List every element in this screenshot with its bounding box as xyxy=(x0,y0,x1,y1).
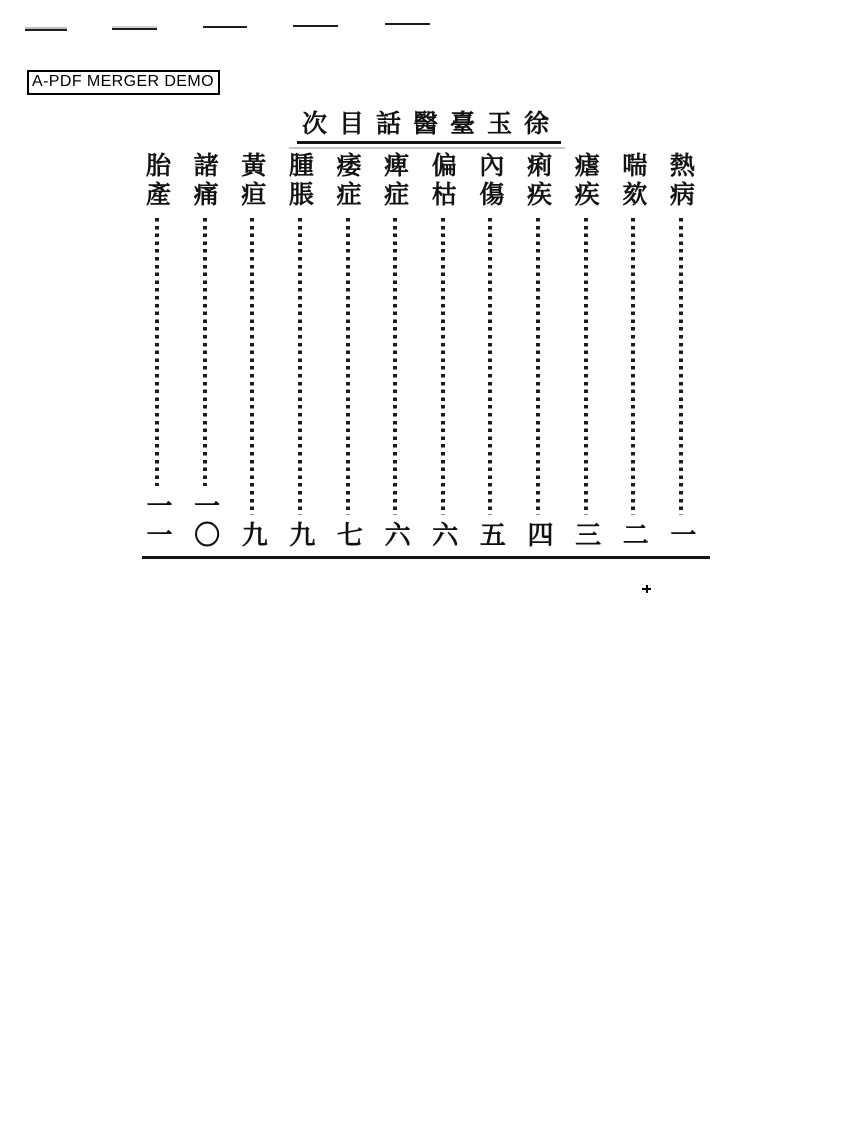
dotted-leader xyxy=(488,218,492,515)
scan-artifact-underline xyxy=(289,147,565,149)
watermark-text: A-PDF MERGER DEMO xyxy=(32,73,214,90)
scan-artifact-dash xyxy=(385,23,430,25)
toc-entry-label: 熱病 xyxy=(666,152,696,210)
scan-artifact-cross xyxy=(642,584,651,593)
toc-entry-page-number: 三 xyxy=(570,521,601,550)
watermark-badge xyxy=(27,70,220,95)
scan-artifact-dash xyxy=(293,25,338,27)
toc-entry-label: 痿症 xyxy=(333,152,362,210)
dotted-leader xyxy=(298,218,302,515)
toc-entry-page-number: 五 xyxy=(475,521,506,550)
toc-entry-page-number: 四 xyxy=(523,521,553,550)
toc-bottom-rule xyxy=(142,556,710,559)
toc-entry-label: 黃疸 xyxy=(237,152,267,210)
dotted-leader xyxy=(393,218,397,515)
page-title: 次目話醫臺玉徐 xyxy=(297,111,561,144)
toc-entry-page-number: 六 xyxy=(380,521,411,550)
toc-entry-page-number: 九 xyxy=(237,521,268,550)
dotted-leader xyxy=(441,218,445,515)
toc-entry-page-number: 九 xyxy=(284,521,315,550)
dotted-leader xyxy=(346,218,350,515)
toc-entry-page-number: 七 xyxy=(332,521,363,550)
toc-entry-label: 偏枯 xyxy=(428,152,458,210)
toc-entry-label: 喘欬 xyxy=(618,152,648,210)
dotted-leader xyxy=(250,218,254,515)
toc-entry-page-number: 六 xyxy=(427,521,458,550)
toc-entry xyxy=(658,152,704,552)
toc-entry-page-number: 一〇 xyxy=(189,492,220,550)
toc-entry-page-number: 一一 xyxy=(142,492,172,550)
toc-entry xyxy=(610,152,656,552)
toc-entry xyxy=(420,152,466,552)
dotted-leader xyxy=(679,218,683,515)
toc-entry-label: 痢疾 xyxy=(523,152,553,210)
scan-artifact-dash xyxy=(112,28,157,30)
toc-entry-page-number: 二 xyxy=(618,521,649,550)
toc-entry-label: 諸痛 xyxy=(190,152,220,210)
toc-entry-label: 內傷 xyxy=(475,152,505,210)
dotted-leader xyxy=(155,218,159,486)
toc-entry xyxy=(134,152,180,552)
toc-entry xyxy=(277,152,323,552)
toc-entry xyxy=(372,152,418,552)
scan-artifact-dash xyxy=(203,26,247,28)
toc-entry-label: 胎產 xyxy=(142,152,172,210)
dotted-leader xyxy=(631,218,635,515)
page-title-block xyxy=(297,111,561,144)
dotted-leader xyxy=(584,218,588,515)
toc-entry xyxy=(325,152,371,552)
toc-entry xyxy=(229,152,275,552)
toc-entry-label: 痺症 xyxy=(380,152,410,210)
toc-entry xyxy=(467,152,513,552)
toc-entry-label: 腫脹 xyxy=(285,152,315,210)
scan-artifact-dash xyxy=(25,29,67,31)
dotted-leader xyxy=(536,218,540,515)
toc-entry xyxy=(515,152,561,552)
toc-entry-label: 瘧疾 xyxy=(571,152,601,210)
toc-entry xyxy=(563,152,609,552)
dotted-leader xyxy=(203,218,207,486)
toc-entry-page-number: 一 xyxy=(665,521,696,550)
toc-entry xyxy=(182,152,228,552)
toc-columns xyxy=(134,152,704,552)
